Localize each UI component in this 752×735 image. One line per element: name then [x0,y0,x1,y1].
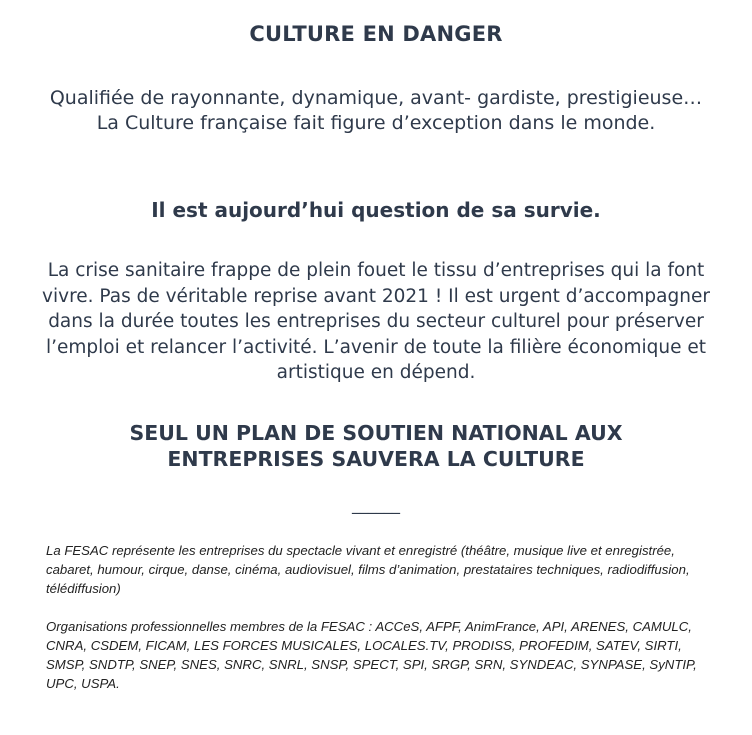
section-divider: ______ [352,495,400,514]
page-title: CULTURE EN DANGER [249,22,503,46]
fesac-description: La FESAC représente les entreprises du spectacle vivant et enregistré (théâtre, musique live et enregistrée, cabaret, humour, cirque, danse, cinéma, audiovisuel, films d’animation, prestataires techniques, radiodiffusion, télédiffusion) [46,543,690,596]
crisis-paragraph: La crise sanitaire frappe de plein fouet le tissu d’entreprises qui la font vivre. Pas de véritable reprise avant 2021 ! Il est urgent d’accompagner dans la durée toutes les entreprises du secteur culturel pour préserver l’emploi et relancer l’activité. L’avenir de toute la filière économique et artistique en dépend. [42,260,710,383]
support-plan-heading: SEUL UN PLAN DE SOUTIEN NATIONAL AUX ENTREPRISES SAUVERA LA CULTURE [129,421,623,471]
member-organizations: Organisations professionnelles membres de la FESAC : ACCeS, AFPF, AnimFrance, API, ARENES, CAMULC, CNRA, CSDEM, FICAM, LES FORCES MUSICALES, LOCALES.TV, PRODISS, PROFEDIM, SATEV, SIRTI, SMSP, SNDTP, SNEP, SNES, SNRC, SNRL, SNSP, SPECT, SPI, SRGP, SRN, SYNDEAC, SYNPASE, SyNTIP, UPC, USPA. [46,619,697,691]
intro-paragraph: Qualifiée de rayonnante, dynamique, avant- gardiste, prestigieuse… La Culture française fait figure d’exception dans le monde. [49,87,703,134]
survival-statement: Il est aujourd’hui question de sa survie. [151,198,601,222]
